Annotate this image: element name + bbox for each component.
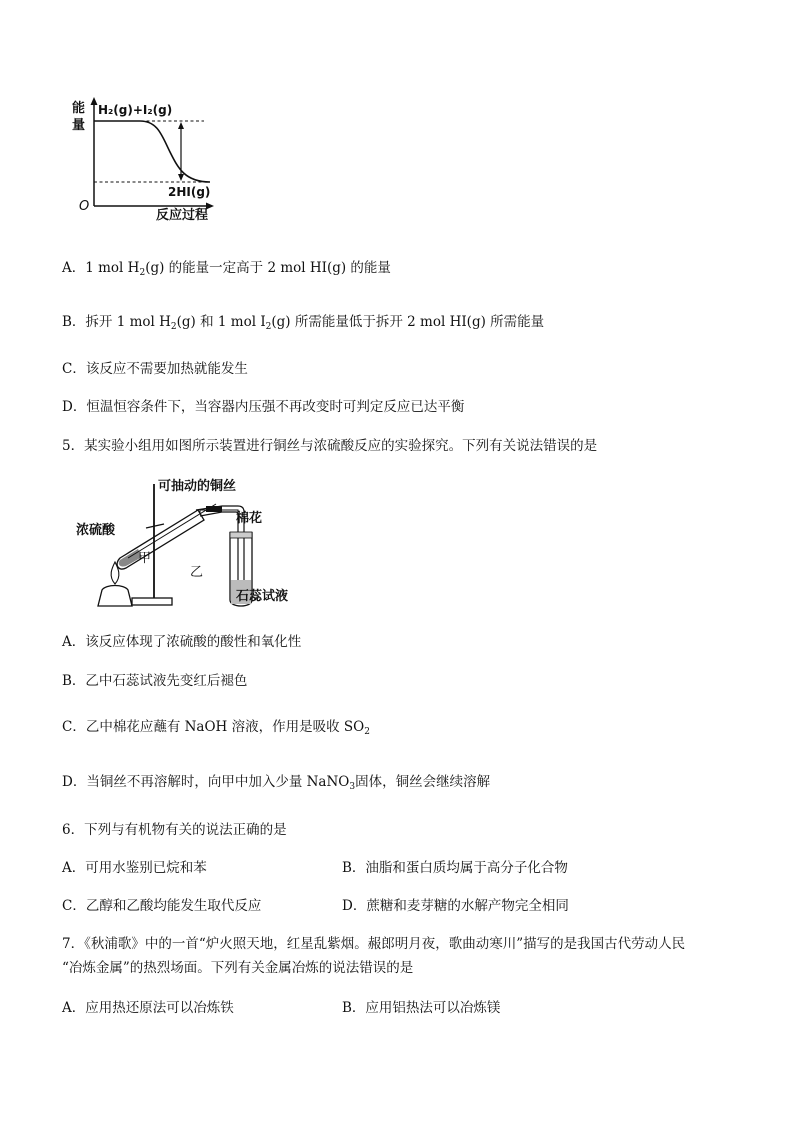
text: (g) 所需能量低于拆开 2 mol HI(g) 所需能量 (271, 314, 545, 330)
label-tube-b: 乙 (190, 565, 204, 580)
q5-option-b: B．乙中石蕊试液先变红后褪色 (62, 673, 248, 689)
q6-option-d: D．蔗糖和麦芽糖的水解产物完全相同 (342, 898, 569, 914)
stand-clamp (146, 524, 164, 528)
label-tube-a: 甲 (138, 551, 152, 566)
subscript: 2 (170, 322, 177, 332)
q7-option-b: B．应用铝热法可以冶炼镁 (342, 1000, 501, 1016)
q6-option-c: C．乙醇和乙酸均能发生取代反应 (62, 898, 262, 914)
subscript: 2 (364, 727, 370, 737)
rubber-tube (206, 506, 222, 512)
q6-stem: 6．下列与有机物有关的说法正确的是 (62, 822, 287, 838)
text: D．当铜丝不再溶解时，向甲中加入少量 NaNO (62, 774, 350, 790)
q7-stem-line2: “冶炼金属”的热烈场面。下列有关金属冶炼的说法错误的是 (62, 960, 414, 976)
text: (g) 和 1 mol I (176, 314, 266, 330)
stand-base (132, 598, 172, 605)
x-axis-label: 反应过程 (156, 208, 209, 223)
q6-option-a: A．可用水鉴别已烷和苯 (62, 860, 207, 876)
label-acid: 浓硫酸 (76, 523, 116, 538)
arrow-head-up (178, 122, 184, 129)
q5-option-c (62, 717, 370, 742)
text: (g) 的能量一定高于 2 mol HI(g) 的能量 (145, 260, 391, 276)
subscript: 2 (265, 322, 272, 332)
text: A．1 mol H (62, 260, 140, 276)
energy-diagram (70, 96, 230, 224)
label-cotton: 棉花 (236, 511, 263, 526)
q5-stem: 5．某实验小组用如图所示装置进行铜丝与浓硫酸反应的实验探究。下列有关说法错误的是 (62, 438, 598, 454)
q6-option-b: B．油脂和蛋白质均属于高分子化合物 (342, 860, 568, 876)
arrow-head-down (178, 174, 184, 181)
apparatus-figure (70, 474, 310, 614)
copper-wire (128, 504, 216, 558)
label-copper-wire: 可抽动的铜丝 (158, 479, 237, 494)
text: B．拆开 1 mol H (62, 314, 171, 330)
energy-curve (94, 121, 210, 182)
q4-option-a (62, 258, 391, 283)
cotton (230, 532, 252, 538)
q7-option-a: A．应用热还原法可以冶炼铁 (62, 1000, 234, 1016)
y-axis-arrow (91, 97, 98, 105)
subscript: 3 (349, 782, 356, 792)
alcohol-lamp (98, 586, 132, 607)
q4-option-d: D．恒温恒容条件下，当容器内压强不再改变时可判定反应已达平衡 (62, 399, 465, 415)
q5-option-d (62, 772, 490, 797)
origin-label: O (79, 199, 90, 214)
reactant-label: H₂(g)+I₂(g) (98, 103, 173, 117)
text: 固体，铜丝会继续溶解 (355, 774, 491, 790)
product-label: 2HI(g) (168, 185, 211, 199)
q4-option-c: C．该反应不需要加热就能发生 (62, 361, 248, 377)
q5-option-a: A．该反应体现了浓硫酸的酸性和氧化性 (62, 634, 302, 650)
q7-stem-line1: 7．《秋浦歌》中的一首“炉火照天地，红星乱紫烟。赧郎明月夜，歌曲动寒川”描写的是我国古代劳动人民 (62, 936, 686, 952)
y-axis-label-2: 量 (72, 118, 86, 133)
label-litmus: 石蕊试液 (236, 589, 289, 604)
text: C．乙中棉花应蘸有 NaOH 溶液，作用是吸收 SO (62, 719, 365, 735)
q4-option-b (62, 312, 544, 337)
subscript: 2 (139, 268, 146, 278)
y-axis-label-1: 能 (72, 101, 86, 116)
